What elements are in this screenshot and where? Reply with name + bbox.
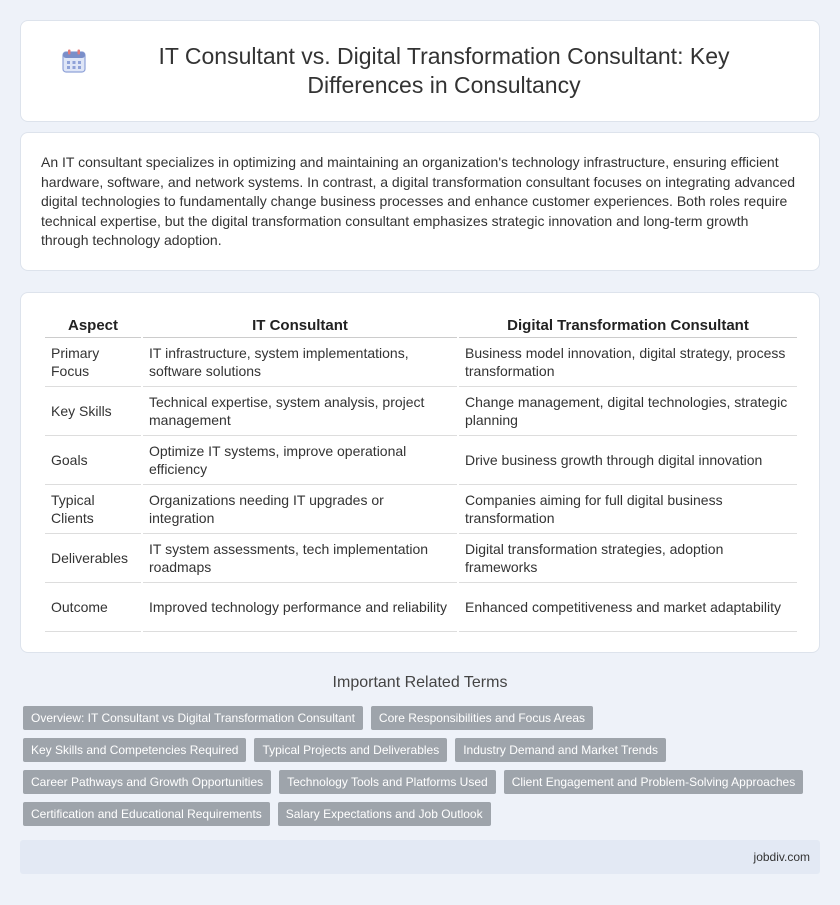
table-row [45,485,797,534]
table-header-row [45,313,797,338]
table-row [45,436,797,485]
footer [20,840,820,874]
related-terms-title: Important Related Terms [332,674,508,691]
related-term-tag[interactable]: Client Engagement and Problem-Solving Approaches [504,770,804,794]
header-it-consultant: IT Consultant [143,313,457,338]
table-row [45,387,797,436]
dt-cell: Change management, digital technologies, strategic planning [459,387,797,436]
it-cell: Organizations needing IT upgrades or integration [143,485,457,534]
related-term-tag[interactable]: Overview: IT Consultant vs Digital Transformation Consultant [23,706,363,730]
it-cell: Optimize IT systems, improve operational efficiency [143,436,457,485]
aspect-cell: Primary Focus [45,338,141,387]
table-row [45,583,797,632]
page-title: IT Consultant vs. Digital Transformation Consultant: Key Differences in Consultancy [158,43,730,98]
aspect-cell: Key Skills [45,387,141,436]
table-row [45,338,797,387]
intro-paragraph: An IT consultant specializes in optimizing and maintaining an organization's technology infrastructure, ensuring efficient hardware, software, and network systems. In contrast, a digital transformation consultant focuses on integrating advanced digital technologies to fundamentally change business processes and enhance customer experiences. Both roles require technical expertise, but the digital transformation consultant emphasizes strategic innovation and long-term growth through technology adoption. [41,154,796,249]
table-row [45,534,797,583]
title-card [20,20,820,122]
dt-cell: Companies aiming for full digital business transformation [459,485,797,534]
it-cell: IT system assessments, tech implementation roadmaps [143,534,457,583]
dt-cell: Digital transformation strategies, adoption frameworks [459,534,797,583]
header-dt-consultant: Digital Transformation Consultant [459,313,797,338]
related-term-tag[interactable]: Key Skills and Competencies Required [23,738,246,762]
footer-site-link[interactable]: jobdiv.com [753,850,810,864]
related-term-tag[interactable]: Core Responsibilities and Focus Areas [371,706,593,730]
aspect-cell: Typical Clients [45,485,141,534]
aspect-cell: Outcome [45,583,141,632]
related-term-tag[interactable]: Certification and Educational Requirements [23,802,270,826]
it-cell: Improved technology performance and reliability [143,583,457,632]
dt-cell: Business model innovation, digital strategy, process transformation [459,338,797,387]
related-term-tag[interactable]: Typical Projects and Deliverables [254,738,447,762]
header-aspect: Aspect [45,313,141,338]
intro-card [20,132,820,271]
comparison-table [43,313,799,632]
related-term-tag[interactable]: Industry Demand and Market Trends [455,738,666,762]
related-term-tag[interactable]: Technology Tools and Platforms Used [279,770,496,794]
dt-cell: Enhanced competitiveness and market adaptability [459,583,797,632]
aspect-cell: Deliverables [45,534,141,583]
comparison-card [20,292,820,653]
it-cell: IT infrastructure, system implementations, software solutions [143,338,457,387]
related-terms-list [23,706,823,826]
aspect-cell: Goals [45,436,141,485]
dt-cell: Drive business growth through digital innovation [459,436,797,485]
related-term-tag[interactable]: Career Pathways and Growth Opportunities [23,770,271,794]
it-cell: Technical expertise, system analysis, project management [143,387,457,436]
related-term-tag[interactable]: Salary Expectations and Job Outlook [278,802,491,826]
calendar-icon [61,48,87,74]
